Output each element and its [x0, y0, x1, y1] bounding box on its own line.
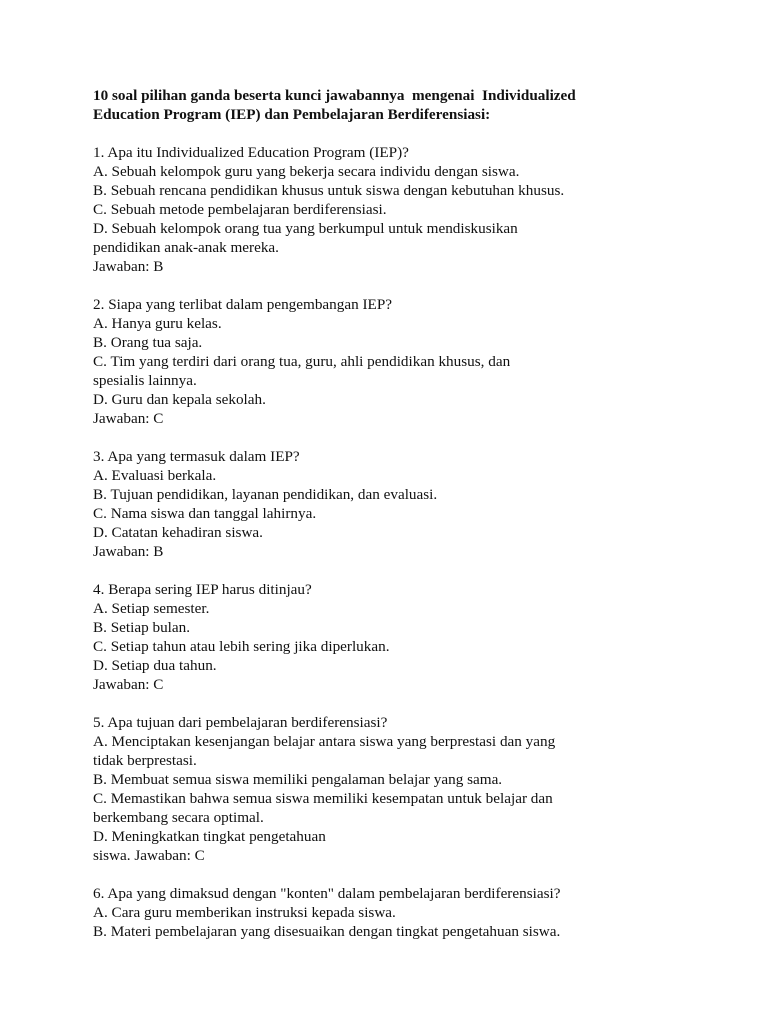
- option-a: A. Menciptakan kesenjangan belajar antara siswa yang berprestasi dan yang: [93, 733, 556, 750]
- option-c: C. Nama siswa dan tanggal lahirnya.: [93, 505, 317, 522]
- option-b: B. Orang tua saja.: [93, 334, 203, 351]
- option-c: C. Memastikan bahwa semua siswa memiliki kesempatan untuk belajar dan: [93, 790, 553, 807]
- option-d: D. Guru dan kepala sekolah.: [93, 391, 266, 408]
- answer-key: Jawaban: C: [93, 676, 164, 693]
- option-b: B. Membuat semua siswa memiliki pengalaman belajar yang sama.: [93, 771, 503, 788]
- answer-key: Jawaban: B: [93, 258, 164, 275]
- question-1: [93, 143, 693, 276]
- option-a: A. Hanya guru kelas.: [93, 315, 222, 332]
- question-4: [93, 580, 693, 694]
- option-b: B. Tujuan pendidikan, layanan pendidikan, dan evaluasi.: [93, 486, 438, 503]
- question-text: 2. Siapa yang terlibat dalam pengembangan IEP?: [93, 296, 393, 313]
- option-d: D. Setiap dua tahun.: [93, 657, 217, 674]
- answer-key: Jawaban: B: [93, 543, 164, 560]
- option-b: B. Sebuah rencana pendidikan khusus untuk siswa dengan kebutuhan khusus.: [93, 182, 565, 199]
- question-text: 5. Apa tujuan dari pembelajaran berdiferensiasi?: [93, 714, 388, 731]
- option-a: A. Evaluasi berkala.: [93, 467, 217, 484]
- option-b: B. Materi pembelajaran yang disesuaikan dengan tingkat pengetahuan siswa.: [93, 923, 561, 940]
- answer-key: Jawaban: C: [93, 410, 164, 427]
- option-a: A. Sebuah kelompok guru yang bekerja secara individu dengan siswa.: [93, 163, 520, 180]
- title-line: 10 soal pilihan ganda beserta kunci jawabannya mengenai Individualized: [93, 87, 576, 104]
- option-c-continued: spesialis lainnya.: [93, 372, 197, 389]
- document-body: [93, 86, 693, 960]
- question-text: 3. Apa yang termasuk dalam IEP?: [93, 448, 300, 465]
- question-text: 1. Apa itu Individualized Education Program (IEP)?: [93, 144, 409, 161]
- document-title: [93, 86, 693, 124]
- question-6: [93, 884, 693, 941]
- option-c: C. Sebuah metode pembelajaran berdiferensiasi.: [93, 201, 387, 218]
- answer-key: siswa. Jawaban: C: [93, 847, 205, 864]
- option-a: A. Setiap semester.: [93, 600, 210, 617]
- question-5: [93, 713, 693, 865]
- option-a-continued: tidak berprestasi.: [93, 752, 197, 769]
- option-d-continued: pendidikan anak-anak mereka.: [93, 239, 279, 256]
- option-b: B. Setiap bulan.: [93, 619, 191, 636]
- title-line: Education Program (IEP) dan Pembelajaran Berdiferensiasi:: [93, 106, 491, 123]
- option-a: A. Cara guru memberikan instruksi kepada siswa.: [93, 904, 396, 921]
- option-c-continued: berkembang secara optimal.: [93, 809, 264, 826]
- question-text: 6. Apa yang dimaksud dengan "konten" dalam pembelajaran berdiferensiasi?: [93, 885, 561, 902]
- option-c: C. Setiap tahun atau lebih sering jika diperlukan.: [93, 638, 390, 655]
- option-d: D. Catatan kehadiran siswa.: [93, 524, 263, 541]
- option-d: D. Sebuah kelompok orang tua yang berkumpul untuk mendiskusikan: [93, 220, 518, 237]
- question-text: 4. Berapa sering IEP harus ditinjau?: [93, 581, 312, 598]
- option-d: D. Meningkatkan tingkat pengetahuan: [93, 828, 326, 845]
- question-3: [93, 447, 693, 561]
- question-2: [93, 295, 693, 428]
- option-c: C. Tim yang terdiri dari orang tua, guru, ahli pendidikan khusus, dan: [93, 353, 511, 370]
